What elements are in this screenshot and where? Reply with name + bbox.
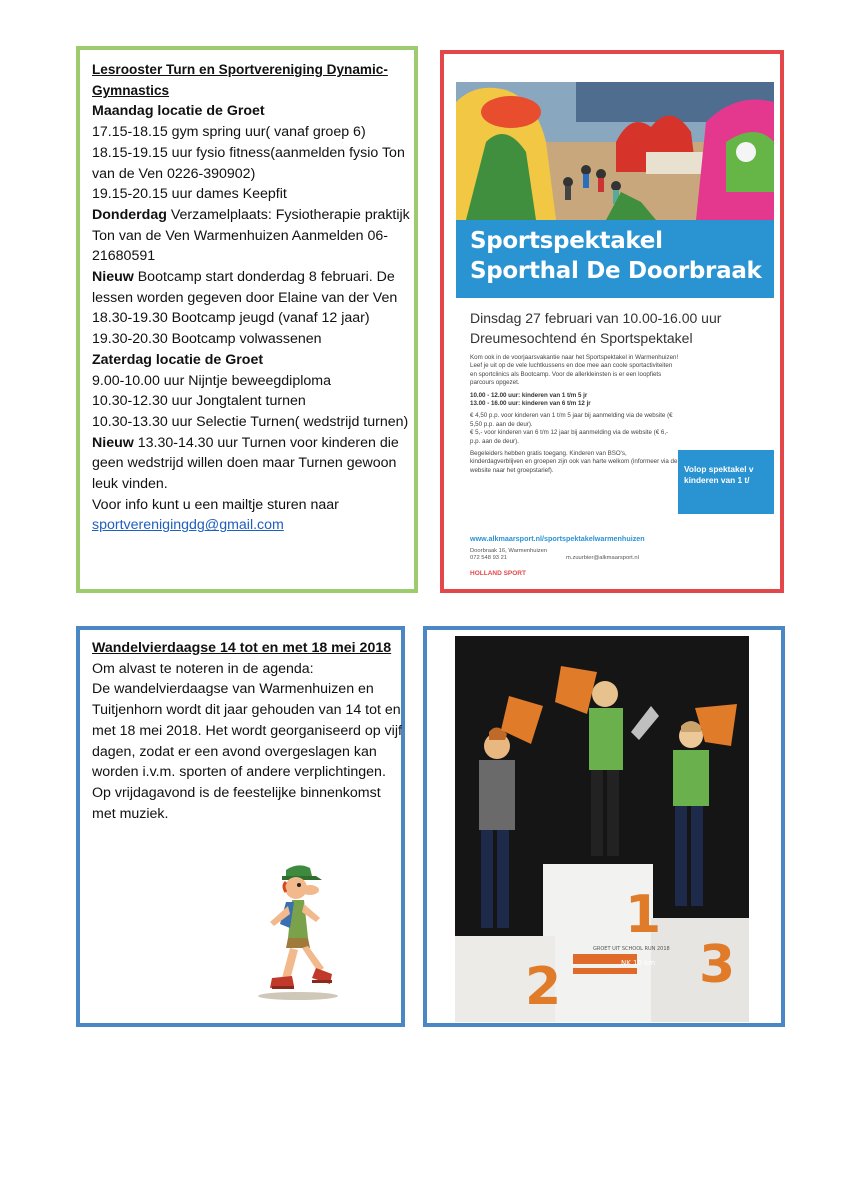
- poster-title-line2: Sporthal De Doorbraak: [470, 258, 762, 284]
- bootcamp-line: 19.30-20.30 Bootcamp volwassenen: [92, 331, 322, 348]
- podium-photo: [455, 636, 749, 1022]
- new2-label: Nieuw: [92, 434, 134, 451]
- podium-banner-text: GROET UIT SCHOOL RUN 2018: [593, 946, 670, 952]
- schedule-text: [92, 60, 410, 536]
- poster-title-line1: Sportspektakel: [470, 228, 663, 254]
- poster-subtitle: Dreumesochtend én Sportspektakel: [470, 330, 693, 346]
- monday-heading: Maandag locatie de Groet: [92, 103, 265, 120]
- poster-address: Doorbraak 16, Warmenhuizen 072 548 93 21: [470, 548, 548, 562]
- new-block: [92, 267, 410, 308]
- podium-panel: [423, 626, 785, 1027]
- walker-cartoon-icon: [246, 862, 350, 1002]
- new-label: Nieuw: [92, 269, 134, 286]
- podium-number-2: 2: [525, 957, 562, 1017]
- holland-sport-logo: HOLLAND SPORT: [470, 570, 526, 577]
- podium-number-3: 3: [699, 935, 736, 995]
- thursday-block: [92, 205, 410, 267]
- saturday-heading: Zaterdag locatie de Groet: [92, 351, 264, 368]
- email-link[interactable]: sportverenigingdg@gmail.com: [92, 517, 284, 534]
- saturday-line: 9.00-10.00 uur Nijntje beweegdiploma: [92, 372, 331, 389]
- monday-line: 18.15-19.15 uur fysio fitness(aanmelden fysio Ton van de Ven 0226-390902): [92, 144, 405, 182]
- bootcamp-line: 18.30-19.30 Bootcamp jeugd (vanaf 12 jaar): [92, 310, 370, 327]
- thursday-heading: Donderdag: [92, 206, 167, 223]
- poster-date: Dinsdag 27 februari van 10.00-16.00 uur: [470, 310, 722, 326]
- saturday-line: 10.30-12.30 uur Jongtalent turnen: [92, 393, 306, 410]
- thursday-text: Verzamelplaats: Fysiotherapie praktijk Ton van de Ven Warmenhuizen Aanmelden 06-21680591: [92, 206, 410, 265]
- poster-banner: [456, 220, 774, 298]
- poster-intro: Kom ook in de voorjaarsvakantie naar het Sportspektakel in Warmenhuizen! Leef je uit op de vele luchtkussens en doe mee aan coole sportactiviteiten en sportclinics als Bootcamp. Voor de allerkleinsten is er een loopfiets parcours opgezet.: [470, 354, 679, 387]
- inflatables-photo: [456, 82, 774, 220]
- new-text: Bootcamp start donderdag 8 februari. De lessen worden gegeven door Elaine van der Ven: [92, 269, 398, 306]
- monday-line: 19.15-20.15 uur dames Keepfit: [92, 186, 287, 203]
- podium-number-1: 1: [625, 885, 662, 945]
- poster-body: [470, 354, 680, 479]
- poster-panel: [440, 50, 784, 593]
- poster-email: m.zuurbier@alkmaarsport.nl: [566, 555, 639, 561]
- schedule-title: Lesrooster Turn en Sportvereniging Dynamic-Gymnastics: [92, 62, 388, 98]
- poster-prices: € 4,50 p.p. voor kinderen van 1 t/m 5 jaar bij aanmelding via de website (€ 5,50 p.p. aan de deur). € 5,- voor kinderen van 6 t/m 12 jaar bij aanmelding via de website (€ 6,- p.p. aan de deur).: [470, 412, 673, 445]
- walk-panel: [76, 626, 405, 1027]
- new2-text: 13.30-14.30 uur Turnen voor kinderen die geen wedstrijd willen doen maar Turnen gewoon leuk vinden.: [92, 434, 399, 493]
- saturday-line: 10.30-13.30 uur Selectie Turnen( wedstrijd turnen): [92, 413, 409, 430]
- poster-callout: Volop spektakel v kinderen van 1 t/: [678, 450, 774, 514]
- new2-block: [92, 433, 410, 495]
- walk-text: [92, 638, 402, 824]
- walk-body: Om alvast te noteren in de agenda: De wandelvierdaagse van Warmenhuizen en Tuitjenhorn wordt dit jaar gehouden van 14 tot en met 18 mei 2018. Het wordt georganiseerd op vijf dagen, zodat er een avond overgeslagen kan worden i.v.m. sporten of andere verplichtingen. Op vrijdagavond is de feestelijke binnenkomst met muziek.: [92, 660, 402, 822]
- schedule-panel: [76, 46, 418, 593]
- info-text: Voor info kunt u een mailtje sturen naar: [92, 496, 339, 513]
- walk-title: Wandelvierdaagse 14 tot en met 18 mei 2018: [92, 640, 392, 656]
- poster-companions: Begeleiders hebben gratis toegang. Kinderen van BSO's, kinderdagverblijven en groepen zijn ook van harte welkom (informeer via de website naar het groepstarief).: [470, 450, 678, 474]
- poster-times: 10.00 - 12.00 uur: kinderen van 1 t/m 5 jr 13.00 - 16.00 uur: kinderen van 6 t/m 12 jr: [470, 391, 591, 408]
- podium-nk-text: NK 10 km: [621, 959, 656, 967]
- poster-url[interactable]: www.alkmaarsport.nl/sportspektakelwarmenhuizen: [470, 534, 645, 543]
- sportspektakel-poster: [456, 82, 774, 582]
- monday-line: 17.15-18.15 gym spring uur( vanaf groep 6): [92, 124, 366, 141]
